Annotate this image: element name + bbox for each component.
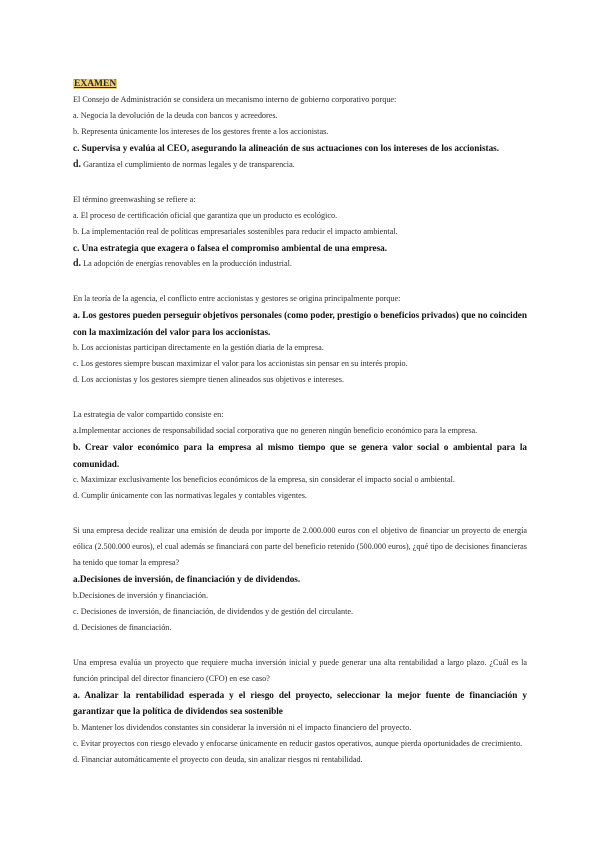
option-c: c. Los gestores siempre buscan maximizar el valor para los accionistas sin pensar en su interés propio. bbox=[73, 359, 408, 368]
option-d: d. Los accionistas y los gestores siempre tienen alineados sus objetivos e intereses. bbox=[73, 375, 345, 384]
question-stem: En la teoría de la agencia, el conflicto entre accionistas y gestores se origina principalmente porque: bbox=[73, 294, 401, 303]
option-d bbox=[73, 157, 527, 173]
question-stem: El Consejo de Administración se considera un mecanismo interno de gobierno corporativo porque: bbox=[73, 95, 397, 104]
option-text: La adopción de energías renovables en la producción industrial. bbox=[83, 259, 292, 268]
option-a-correct: a. Analizar la rentabilidad esperada y el riesgo del proyecto, seleccionar la mejor fuente de financiación y garantizar que la política de dividendos sea sostenible bbox=[73, 689, 527, 716]
option-d bbox=[73, 256, 527, 272]
question-5 bbox=[73, 523, 527, 636]
option-c-correct: c. Una estrategia que exagera o falsea el compromiso ambiental de una empresa. bbox=[73, 242, 388, 253]
option-a: a. El proceso de certificación oficial que garantiza que un producto es ecológico. bbox=[73, 210, 338, 220]
option-b-correct: b. Crear valor económico para la empresa al mismo tiempo que se genera valor social o ambiental para la comunidad. bbox=[73, 442, 527, 469]
question-stem: Una empresa evalúa un proyecto que requiere mucha inversión inicial y puede generar una alta rentabilidad a largo plazo. ¿Cuál es la función principal del director financiero (CFO) en ese caso? bbox=[73, 657, 527, 683]
option-b: b. Representa únicamente los intereses de los gestores frente a los accionistas. bbox=[73, 127, 329, 136]
option-b: b. La implementación real de políticas empresariales sostenibles para reducir el impacto ambiental. bbox=[73, 226, 398, 236]
question-3 bbox=[73, 291, 527, 388]
question-stem: Si una empresa decide realizar una emisión de deuda por importe de 2.000.000 euros con el objetivo de financiar un proyecto de energía eólica (2.500.000 euros), el cual además se financiará con parte del beneficio retenido (500.000 euros), ¿qué tipo de decisiones financieras ha tenido que tomar la empresa? bbox=[73, 526, 527, 567]
option-c: c. Maximizar exclusivamente los beneficios económicos de la empresa, sin considerar el impacto social o ambiental. bbox=[73, 475, 455, 484]
option-letter: d. bbox=[73, 158, 82, 170]
option-a-correct: a. Los gestores pueden perseguir objetivos personales (como poder, prestigio o beneficios privados) que no coinciden con la maximización del valor para los accionistas. bbox=[73, 310, 527, 337]
option-b: b. Los accionistas participan directamente en la gestión diaria de la empresa. bbox=[73, 343, 324, 352]
option-letter: d. bbox=[73, 258, 82, 269]
exam-content bbox=[73, 73, 527, 787]
option-text: Garantiza el cumplimiento de normas legales y de transparencia. bbox=[83, 159, 295, 169]
question-4 bbox=[73, 407, 527, 504]
option-c: c. Evitar proyectos con riesgo elevado y enfocarse únicamente en reducir gastos operativos, aunque pierda oportunidades de crecimiento. bbox=[73, 738, 523, 748]
question-6 bbox=[73, 655, 527, 768]
question-2 bbox=[73, 192, 527, 273]
question-1 bbox=[73, 92, 527, 173]
option-c-correct: c. Supervisa y evalúa al CEO, asegurando la alineación de sus actuaciones con los intereses de los accionistas. bbox=[73, 143, 500, 153]
option-a: a.Implementar acciones de responsabilidad social corporativa que no generen ningún beneficio económico para la empresa. bbox=[73, 426, 478, 435]
option-b: b. Mantener los dividendos constantes sin considerar la inversión ni el impacto financiero del proyecto. bbox=[73, 722, 412, 732]
exam-title: EXAMEN bbox=[74, 79, 117, 89]
option-d: d. Decisiones de financiación. bbox=[73, 622, 172, 632]
option-c: c. Decisiones de inversión, de financiación, de dividendos y de gestión del circulante. bbox=[73, 606, 354, 616]
question-stem: El término greenwashing se refiere a: bbox=[73, 194, 196, 204]
option-b: b.Decisiones de inversión y financiación. bbox=[73, 590, 209, 600]
question-stem: La estrategia de valor compartido consiste en: bbox=[73, 410, 224, 419]
option-d: d. Cumplir únicamente con las normativas legales y contables vigentes. bbox=[73, 491, 307, 500]
option-a: a. Negocia la devolución de la deuda con bancos y acreedores. bbox=[73, 111, 278, 120]
option-d: d. Financiar automáticamente el proyecto con deuda, sin analizar riesgos ni rentabilidad. bbox=[73, 754, 363, 764]
option-a-correct: a.Decisiones de inversión, de financiación y de dividendos. bbox=[73, 574, 301, 584]
